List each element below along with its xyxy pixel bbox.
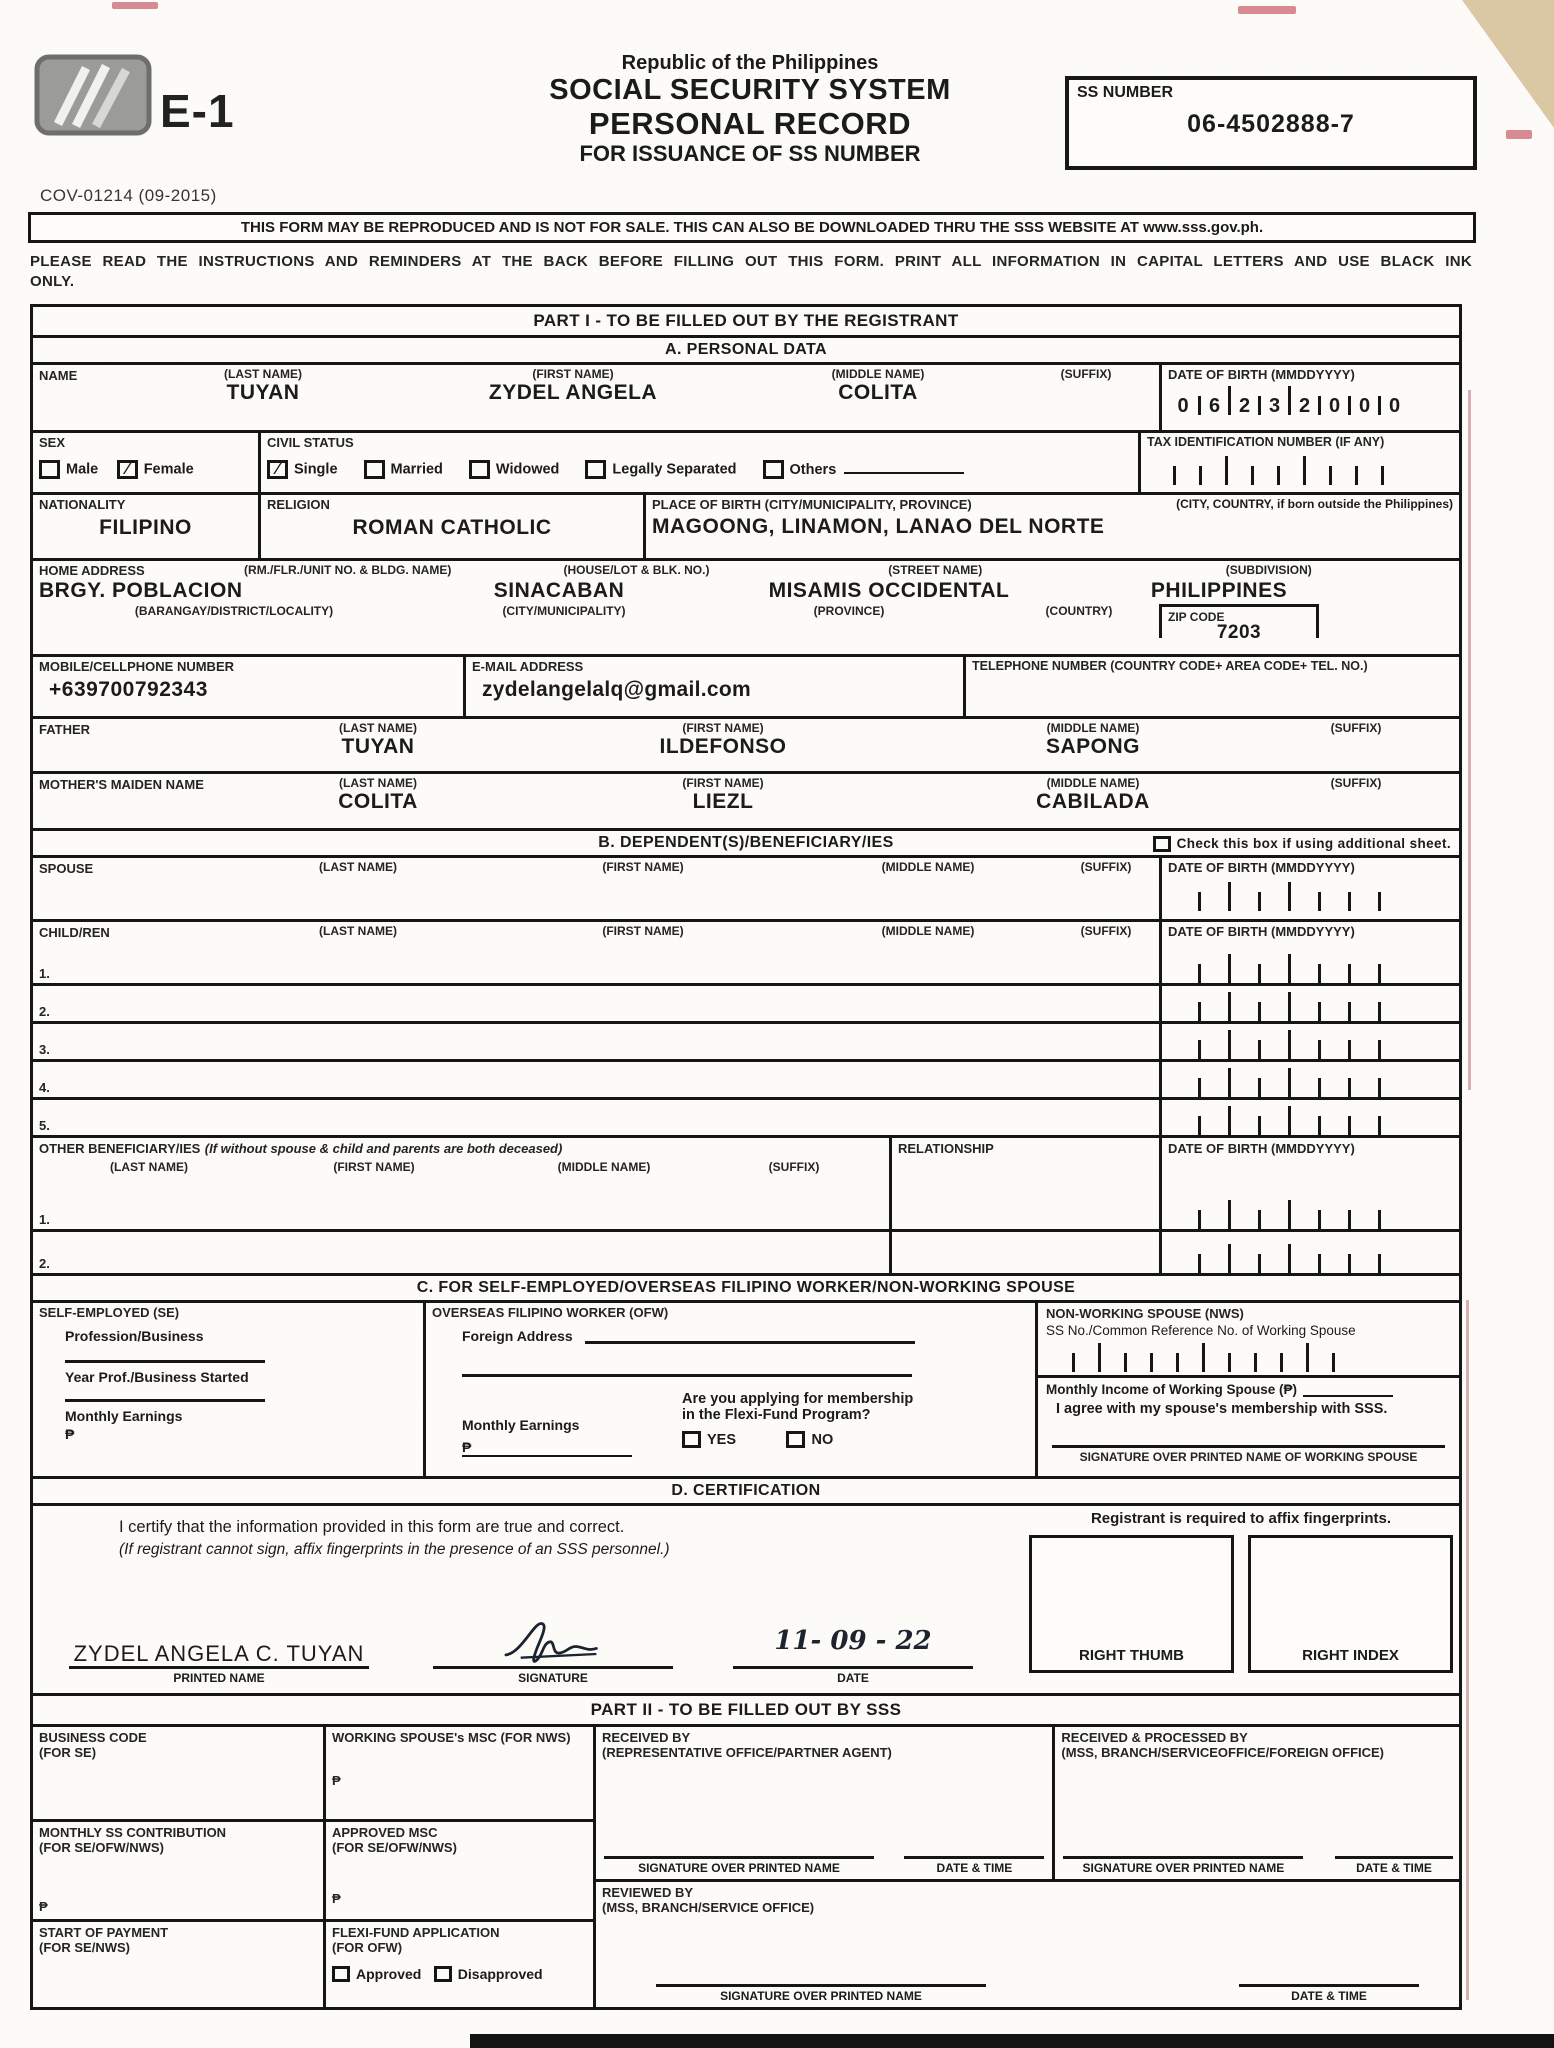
- ofw-monthly-label: Monthly Earnings: [462, 1417, 580, 1433]
- father-label: FATHER: [39, 722, 91, 737]
- scan-artifact: [1506, 130, 1532, 139]
- child-row-number: 4.: [39, 1080, 50, 1095]
- part2-body: [33, 1727, 1459, 2007]
- part2-col-a: [33, 1727, 323, 2007]
- religion-value: ROMAN CATHOLIC: [352, 516, 552, 539]
- barangay-value: BRGY. POBLACION: [39, 579, 243, 602]
- se-profession-blank: [65, 1360, 265, 1363]
- ws-msc-label: WORKING SPOUSE's MSC (FOR NWS): [332, 1730, 571, 1745]
- telephone-label: TELEPHONE NUMBER (COUNTRY CODE+ AREA CODE+ TEL. NO.): [972, 659, 1368, 673]
- right-thumb-caption: RIGHT THUMB: [1079, 1647, 1184, 1664]
- nws-ssno-grid: [1046, 1342, 1451, 1372]
- issuance-subtitle: FOR ISSUANCE OF SS NUMBER: [579, 140, 921, 166]
- child-row-number: 2.: [39, 1004, 50, 1019]
- father-first-value: ILDEFONSO: [659, 735, 787, 758]
- ws-msc-cell: [326, 1727, 593, 1822]
- reviewed-date-caption: DATE & TIME: [1239, 1984, 1419, 2003]
- checkbox-others: [763, 460, 784, 479]
- first-name-value: ZYDEL ANGELA: [488, 381, 658, 404]
- mother-label: MOTHER'S MAIDEN NAME: [39, 777, 204, 792]
- city-label: (CITY/MUNICIPALITY): [502, 604, 626, 619]
- female-label: Female: [143, 461, 194, 478]
- home-address-row: [33, 561, 1459, 657]
- child-dob-grid: [1168, 953, 1408, 983]
- last-name-value: TUYAN: [226, 381, 300, 404]
- mother-suffix-label: (SUFFIX): [1330, 776, 1382, 790]
- start-payment-cell: [33, 1922, 323, 2007]
- other-dob-grid: [1168, 1243, 1408, 1273]
- flexi-question-line1: Are you applying for membership: [682, 1391, 914, 1407]
- org-line: SOCIAL SECURITY SYSTEM: [549, 74, 951, 107]
- sex-label: SEX: [39, 435, 66, 450]
- ofw-foreign-label: Foreign Address: [462, 1328, 573, 1344]
- nationality-label: NATIONALITY: [39, 497, 126, 512]
- child-dob-grid: [1168, 1067, 1408, 1097]
- scan-artifact: [1466, 1300, 1469, 2000]
- other-dob-grid: [1168, 1199, 1408, 1229]
- zip-code-value: 7203: [1216, 622, 1262, 644]
- other-suffix-label: (SUFFIX): [768, 1160, 820, 1174]
- checkbox-male: [39, 460, 60, 479]
- religion-label: RELIGION: [267, 497, 330, 512]
- ofw-foreign-blank-2: [462, 1374, 912, 1377]
- approved-label: Approved: [356, 1965, 422, 1982]
- child-row-5: [33, 1100, 1459, 1138]
- mobile-value: +639700792343: [49, 678, 208, 701]
- approved-msc-peso: ₱: [332, 1891, 341, 1906]
- certify-line1: I certify that the information provided in this form are true and correct.: [119, 1518, 625, 1536]
- name-row: [33, 365, 1459, 433]
- ss-number-label: SS NUMBER: [1077, 84, 1174, 101]
- received-by-sub: (REPRESENTATIVE OFFICE/PARTNER AGENT): [602, 1745, 892, 1760]
- disapproved-label: Disapproved: [457, 1965, 543, 1982]
- section-d-header: D. CERTIFICATION: [33, 1479, 1459, 1506]
- checkbox-disapproved: [434, 1966, 452, 1982]
- child-row-2: [33, 986, 1459, 1024]
- nws-title: NON-WORKING SPOUSE (NWS): [1046, 1306, 1244, 1321]
- ofw-title: OVERSEAS FILIPINO WORKER (OFW): [432, 1305, 669, 1320]
- suffix-label: (SUFFIX): [1060, 367, 1112, 381]
- ofw-foreign-blank-1: [585, 1328, 915, 1344]
- mother-last-label: (LAST NAME): [339, 776, 417, 790]
- ofw-panel: [423, 1303, 1035, 1476]
- child-dob-grid: [1168, 1029, 1408, 1059]
- father-last-value: TUYAN: [341, 735, 415, 758]
- mother-middle-label: (MIDDLE NAME): [1046, 776, 1140, 790]
- business-code-label: BUSINESS CODE: [39, 1730, 147, 1745]
- flexi-question-line2: in the Flexi-Fund Program?: [682, 1407, 871, 1423]
- scan-edge-strip: [470, 2034, 1554, 2048]
- other-beneficiary-label: OTHER BENEFICIARY/IES: [39, 1141, 201, 1156]
- additional-sheet-option: [1153, 836, 1451, 852]
- other-last-label: (LAST NAME): [110, 1160, 188, 1174]
- child-dob-grid: [1168, 991, 1408, 1021]
- form-body: [30, 304, 1462, 2010]
- civil-status-label: CIVIL STATUS: [267, 435, 354, 450]
- pob-label-2: (CITY, COUNTRY, if born outside the Philippines): [1176, 497, 1453, 511]
- mother-row: [33, 774, 1459, 831]
- right-index-box: [1248, 1535, 1453, 1673]
- child-row-4: [33, 1062, 1459, 1100]
- section-c-body: [33, 1303, 1459, 1479]
- section-c-header: C. FOR SELF-EMPLOYED/OVERSEAS FILIPINO WORKER/NON-WORKING SPOUSE: [33, 1276, 1459, 1303]
- child-row-number: 5.: [39, 1118, 50, 1133]
- first-name-label: (FIRST NAME): [532, 367, 614, 381]
- children-label: CHILD/REN: [39, 925, 110, 940]
- other-row-number: 2.: [39, 1256, 50, 1271]
- mother-first-value: LIEZL: [692, 790, 754, 813]
- others-label: Others: [789, 461, 837, 478]
- ws-msc-peso: ₱: [332, 1773, 341, 1788]
- certify-line2: (If registrant cannot sign, affix fingerprints in the presence of an SSS personnel.): [119, 1541, 670, 1558]
- right-index-caption: RIGHT INDEX: [1302, 1647, 1399, 1664]
- father-suffix-label: (SUFFIX): [1330, 721, 1382, 735]
- name-label: NAME: [39, 368, 78, 383]
- flexi-no-label: NO: [811, 1431, 834, 1448]
- child-row-number: 3.: [39, 1042, 50, 1057]
- reviewed-by-sub: (MSS, BRANCH/SERVICE OFFICE): [602, 1900, 815, 1915]
- pob-value: MAGOONG, LINAMON, LANAO DEL NORTE: [652, 515, 1105, 538]
- part2-col-b: [323, 1727, 593, 2007]
- relationship-label: RELATIONSHIP: [898, 1141, 994, 1156]
- business-code-sub: (FOR SE): [39, 1745, 97, 1760]
- zip-code-label: ZIP CODE: [1168, 610, 1225, 625]
- other-beneficiary-note: (If without spouse & child and parents are both deceased): [204, 1141, 563, 1156]
- legally-separated-label: Legally Separated: [612, 461, 737, 478]
- other-first-label: (FIRST NAME): [333, 1160, 415, 1174]
- other-beneficiary-row-1: [33, 1188, 1459, 1232]
- right-thumb-box: [1029, 1535, 1234, 1673]
- middle-name-value: COLITA: [838, 381, 918, 404]
- checkbox-legally-separated: [585, 460, 606, 479]
- house-label: (HOUSE/LOT & BLK. NO.): [563, 563, 710, 577]
- certification-body: [33, 1506, 1459, 1696]
- child-last-label: (LAST NAME): [319, 924, 397, 938]
- record-title: PERSONAL RECORD: [588, 105, 912, 141]
- province-label: (PROVINCE): [813, 604, 885, 619]
- se-peso-sign: ₱: [65, 1426, 75, 1442]
- ss-number-value: 06-4502888-7: [1187, 110, 1355, 138]
- monthly-contribution-label: MONTHLY SS CONTRIBUTION: [39, 1825, 227, 1840]
- checkbox-single: ∕: [267, 460, 288, 479]
- flexi-application-label: FLEXI-FUND APPLICATION: [332, 1925, 500, 1940]
- monthly-contribution-peso: ₱: [39, 1899, 48, 1914]
- spouse-first-label: (FIRST NAME): [602, 860, 684, 874]
- se-year-blank: [65, 1399, 265, 1402]
- part1-header: PART I - TO BE FILLED OUT BY THE REGISTRANT: [33, 307, 1459, 338]
- middle-name-label: (MIDDLE NAME): [831, 367, 925, 381]
- printed-name-value: ZYDEL ANGELA C. TUYAN: [73, 1640, 365, 1666]
- section-b-header: B. DEPENDENT(S)/BENEFICIARY/IES Check this box if using additional sheet.: [33, 831, 1459, 858]
- other-middle-label: (MIDDLE NAME): [557, 1160, 651, 1174]
- printed-name-caption: PRINTED NAME: [69, 1666, 369, 1685]
- child-first-label: (FIRST NAME): [602, 924, 684, 938]
- se-monthly-label: Monthly Earnings: [65, 1408, 183, 1424]
- male-label: Male: [66, 461, 99, 478]
- part2-col-cd: [593, 1727, 1459, 2007]
- nws-panel: [1035, 1303, 1459, 1476]
- received-date-caption: DATE & TIME: [904, 1856, 1044, 1875]
- nws-ssno-label: SS No./Common Reference No. of Working Spouse: [1046, 1323, 1356, 1338]
- other-beneficiary-row-2: [33, 1232, 1459, 1276]
- received-sig-caption: SIGNATURE OVER PRINTED NAME: [604, 1856, 874, 1875]
- barangay-label: (BARANGAY/DISTRICT/LOCALITY): [134, 604, 334, 619]
- checkbox-flexi-no: [786, 1431, 805, 1448]
- reviewed-sig-caption: SIGNATURE OVER PRINTED NAME: [656, 1984, 986, 2003]
- widowed-label: Widowed: [495, 461, 560, 478]
- checkbox-approved: [332, 1966, 350, 1982]
- child-dob-label: DATE OF BIRTH (MMDDYYYY): [1168, 924, 1355, 939]
- zip-code-box: [1159, 604, 1319, 644]
- received-processed-label: RECEIVED & PROCESSED BY: [1061, 1730, 1248, 1745]
- nationality-value: FILIPINO: [99, 516, 192, 539]
- nws-agree-text: I agree with my spouse's membership with SSS.: [1056, 1401, 1388, 1417]
- signature-script: [433, 1618, 673, 1666]
- spouse-row: [33, 858, 1459, 922]
- country-value: PHILIPPINES: [1150, 579, 1288, 602]
- dob-label: DATE OF BIRTH (MMDDYYYY): [1168, 367, 1355, 382]
- ofw-peso-sign: ₱: [462, 1439, 632, 1457]
- pob-label: PLACE OF BIRTH (CITY/MUNICIPALITY, PROVINCE): [652, 497, 972, 512]
- spouse-label: SPOUSE: [39, 861, 94, 876]
- dob-grid: 0 6 2 3 2 0 0 0: [1168, 385, 1453, 415]
- flexi-application-sub: (FOR OFW): [332, 1940, 403, 1955]
- father-row: [33, 719, 1459, 774]
- monthly-contribution-cell: [33, 1822, 323, 1922]
- mother-last-value: COLITA: [338, 790, 418, 813]
- nationality-row: [33, 495, 1459, 561]
- subdivision-label: (SUBDIVISION): [1225, 563, 1312, 577]
- approved-msc-sub: (FOR SE/OFW/NWS): [332, 1840, 457, 1855]
- monthly-contribution-sub: (FOR SE/OFW/NWS): [39, 1840, 164, 1855]
- fingerprint-note: Registrant is required to affix fingerprints.: [1090, 1510, 1392, 1527]
- section-a-header: A. PERSONAL DATA: [33, 338, 1459, 365]
- form-type-label: E-1: [160, 85, 235, 137]
- father-middle-label: (MIDDLE NAME): [1046, 721, 1140, 735]
- spouse-dob-label: DATE OF BIRTH (MMDDYYYY): [1168, 860, 1355, 875]
- province-value: MISAMIS OCCIDENTAL: [768, 579, 1010, 602]
- approved-msc-label: APPROVED MSC: [332, 1825, 438, 1840]
- last-name-label: (LAST NAME): [224, 367, 302, 381]
- flexi-application-cell: [326, 1922, 593, 2007]
- child-dob-grid: [1168, 1105, 1408, 1135]
- reproduction-notice: THIS FORM MAY BE REPRODUCED AND IS NOT FOR SALE. THIS CAN ALSO BE DOWNLOADED THRU THE SSS WEBSITE AT www.sss.gov.ph.: [28, 212, 1476, 243]
- other-beneficiary-header: [33, 1138, 1459, 1188]
- others-blank: [844, 460, 964, 474]
- other-dob-label: DATE OF BIRTH (MMDDYYYY): [1168, 1141, 1355, 1156]
- father-middle-value: SAPONG: [1045, 735, 1140, 758]
- self-employed-panel: [33, 1303, 423, 1476]
- received-processed-cell: [1052, 1727, 1459, 1879]
- spouse-dob-grid: [1168, 881, 1453, 911]
- city-value: SINACABAN: [493, 579, 625, 602]
- received-by-label: RECEIVED BY: [602, 1730, 691, 1745]
- child-middle-label: (MIDDLE NAME): [881, 924, 975, 938]
- tin-label: TAX IDENTIFICATION NUMBER (IF ANY): [1147, 435, 1385, 449]
- mother-middle-value: CABILADA: [1036, 790, 1150, 813]
- se-year-label: Year Prof./Business Started: [65, 1369, 249, 1385]
- unit-label: (RM./FLR./UNIT NO. & BLDG. NAME): [244, 563, 452, 577]
- mother-first-label: (FIRST NAME): [682, 776, 764, 790]
- father-first-label: (FIRST NAME): [682, 721, 764, 735]
- checkbox-married: [364, 460, 385, 479]
- nws-income-blank: [1303, 1395, 1393, 1397]
- other-row-number: 1.: [39, 1212, 50, 1227]
- form-code: COV-01214 (09-2015): [40, 186, 217, 205]
- child-row-number: 1.: [39, 966, 50, 981]
- date-handwritten: 11- 09 - 22: [774, 1626, 932, 1656]
- republic-line: Republic of the Philippines: [621, 52, 879, 74]
- se-title: SELF-EMPLOYED (SE): [39, 1305, 180, 1320]
- scan-artifact: [1238, 6, 1296, 14]
- nws-signature-caption: SIGNATURE OVER PRINTED NAME OF WORKING SPOUSE: [1079, 1450, 1418, 1464]
- email-label: E-MAIL ADDRESS: [472, 659, 584, 674]
- ss-number-box: [1065, 76, 1477, 170]
- scan-artifact: [112, 2, 158, 9]
- start-payment-label: START OF PAYMENT: [39, 1925, 169, 1940]
- received-by-cell: [596, 1727, 1052, 1879]
- single-label: Single: [294, 461, 338, 478]
- father-last-label: (LAST NAME): [339, 721, 417, 735]
- child-suffix-label: (SUFFIX): [1080, 924, 1132, 938]
- received-processed-sub: (MSS, BRANCH/SERVICEOFFICE/FOREIGN OFFICE): [1061, 1745, 1385, 1760]
- checkbox-additional-sheet: [1153, 836, 1171, 852]
- mobile-label: MOBILE/CELLPHONE NUMBER: [39, 659, 234, 674]
- form-title-block: [400, 52, 1100, 166]
- street-label: (STREET NAME): [888, 563, 983, 577]
- checkbox-widowed: [469, 460, 490, 479]
- additional-sheet-label: Check this box if using additional sheet.: [1176, 836, 1451, 851]
- nws-income-label: Monthly Income of Working Spouse (₱): [1046, 1382, 1298, 1397]
- fill-instructions: PLEASE READ THE INSTRUCTIONS AND REMINDERS AT THE BACK BEFORE FILLING OUT THIS FORM. PRINT ALL INFORMATION IN CAPITAL LETTERS AND USE BLACK INK ONLY.: [30, 253, 1472, 291]
- start-payment-sub: (FOR SE/NWS): [39, 1940, 130, 1955]
- checkbox-flexi-yes: [682, 1431, 701, 1448]
- flexi-yes-label: YES: [707, 1431, 737, 1448]
- sex-civil-row: [33, 433, 1459, 495]
- part2-header: PART II - TO BE FILLED OUT BY SSS: [33, 1696, 1459, 1727]
- checkbox-female: ∕: [117, 460, 138, 479]
- child-row-1: [33, 948, 1459, 986]
- reviewed-by-label: REVIEWED BY: [602, 1885, 694, 1900]
- country-label: (COUNTRY): [1045, 604, 1113, 619]
- married-label: Married: [390, 461, 443, 478]
- contact-row: [33, 657, 1459, 719]
- se-profession-label: Profession/Business: [65, 1328, 204, 1344]
- date-caption: DATE: [733, 1666, 973, 1685]
- email-value: zydelangelalq@gmail.com: [482, 678, 751, 701]
- tin-grid: [1147, 455, 1453, 485]
- reviewed-by-cell: [596, 1882, 1459, 2007]
- spouse-suffix-label: (SUFFIX): [1080, 860, 1132, 874]
- spouse-middle-label: (MIDDLE NAME): [881, 860, 975, 874]
- approved-msc-cell: [326, 1822, 593, 1922]
- children-header-row: [33, 922, 1459, 948]
- signature-caption: SIGNATURE: [433, 1666, 673, 1685]
- spouse-last-label: (LAST NAME): [319, 860, 397, 874]
- business-code-cell: [33, 1727, 323, 1822]
- child-row-3: [33, 1024, 1459, 1062]
- processed-sig-caption: SIGNATURE OVER PRINTED NAME: [1063, 1856, 1303, 1875]
- sss-logo: [34, 54, 152, 138]
- processed-date-caption: DATE & TIME: [1335, 1856, 1453, 1875]
- scan-artifact: [1468, 390, 1471, 1090]
- home-address-label: HOME ADDRESS: [39, 563, 145, 578]
